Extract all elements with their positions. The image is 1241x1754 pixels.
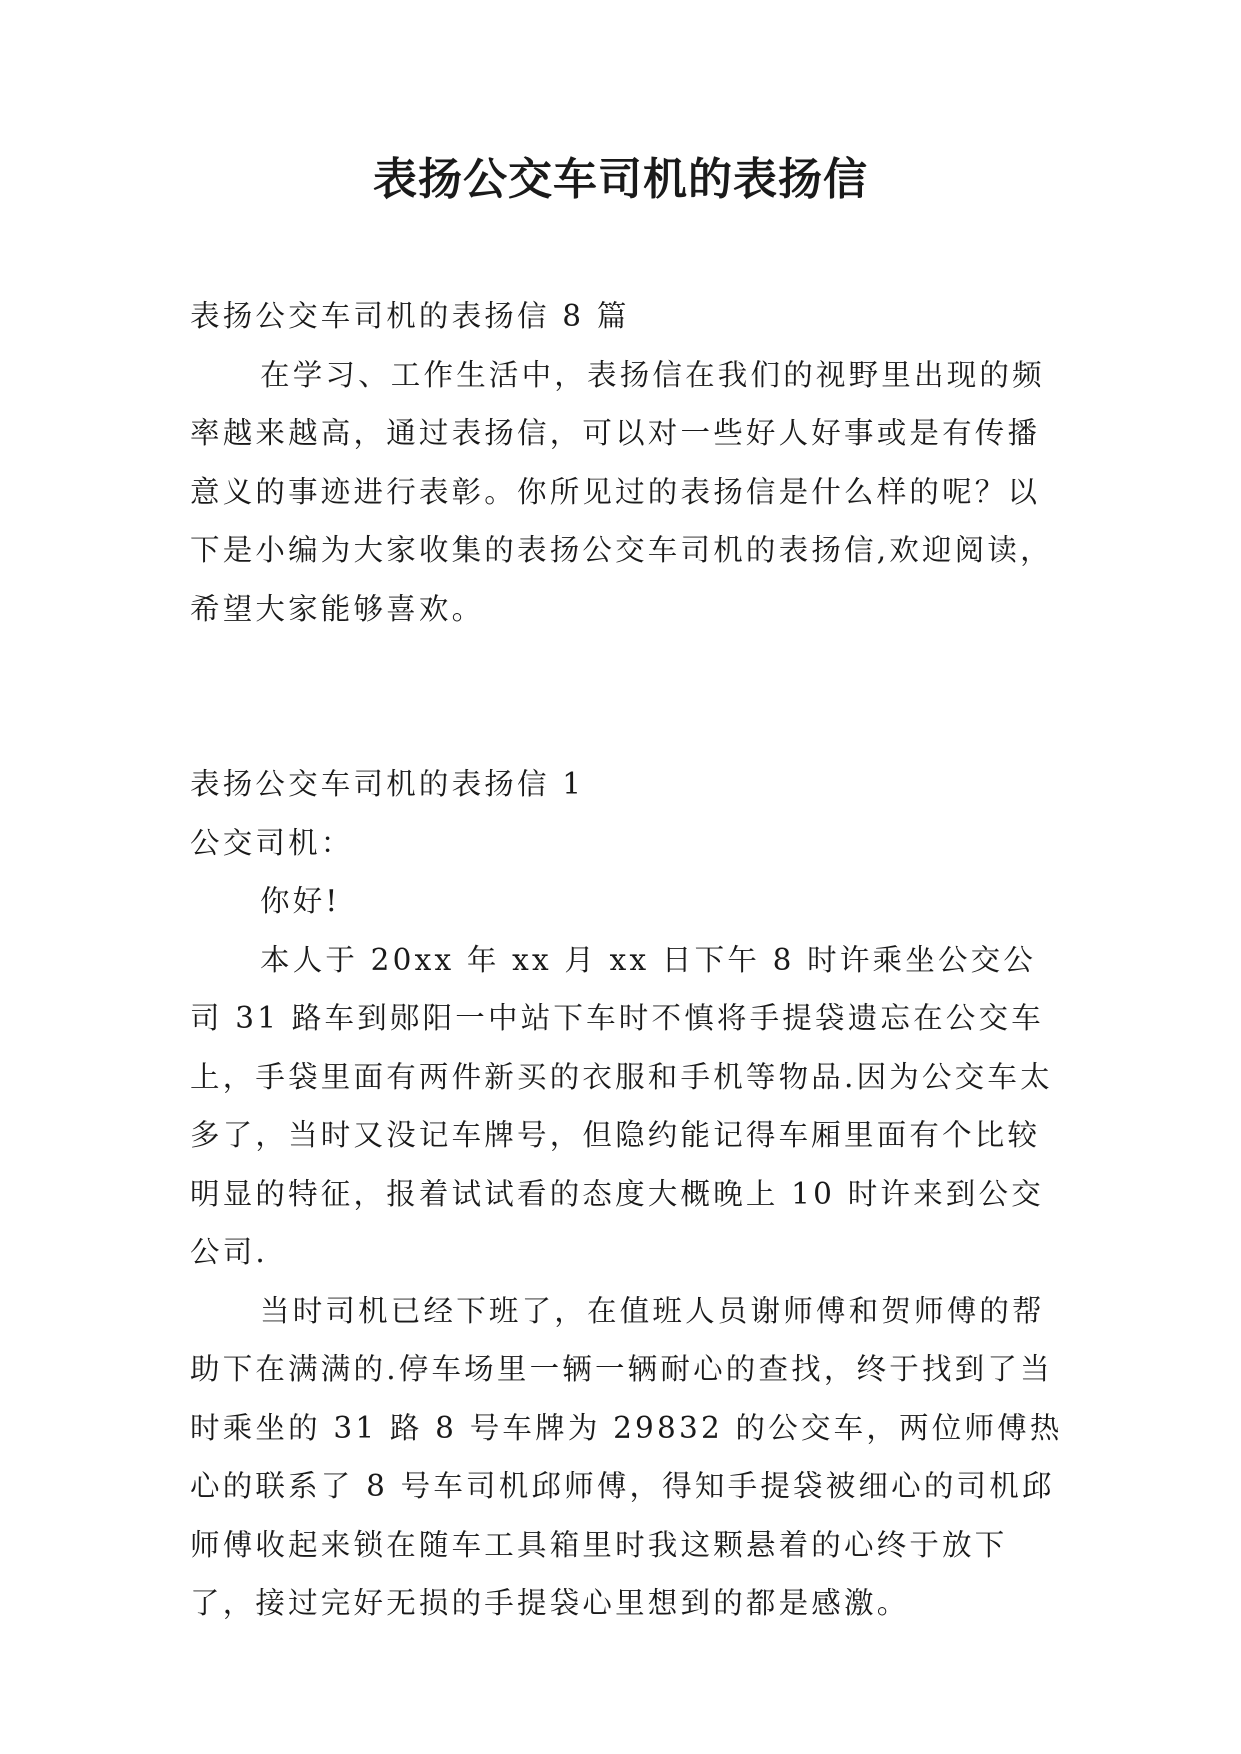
document-title: 表扬公交车司机的表扬信 bbox=[373, 154, 868, 205]
greeting: 你好! bbox=[260, 884, 341, 918]
document-body bbox=[190, 287, 1066, 1633]
letter-paragraph-1: 本人于 20xx 年 xx 月 xx 日下午 8 时许乘坐公交公司 31 路车到郧阳一中站下车时不慎将手提袋遗忘在公交车上，手袋里面有两件新买的衣服和手机等物品.因为公交车太多了，当时又没记车牌号，但隐约能记得车厢里面有个比较明显的特征，报着试试看的态度大概晚上 10 时许来到公交公司. bbox=[190, 942, 1053, 1269]
intro-paragraph: 在学习、工作生活中，表扬信在我们的视野里出现的频率越来越高，通过表扬信，可以对一些好人好事或是有传播意义的事迹进行表彰。你所见过的表扬信是什么样的呢？以下是小编为大家收集的表扬公交车司机的表扬信,欢迎阅读，希望大家能够喜欢。 bbox=[190, 357, 1053, 626]
salutation: 公交司机： bbox=[190, 825, 354, 860]
document-subtitle: 表扬公交车司机的表扬信 8 篇 bbox=[190, 299, 630, 333]
section-heading: 表扬公交车司机的表扬信 1 bbox=[190, 767, 585, 801]
letter-paragraph-2: 当时司机已经下班了，在值班人员谢师傅和贺师傅的帮助下在满满的.停车场里一辆一辆耐心的查找，终于找到了当时乘坐的 31 路 8 号车牌为 29832 的公交车，两位师傅热心的联系了 8 号车司机邱师傅，得知手提袋被细心的司机邱师傅收起来锁在随车工具箱里时我这颗悬着的心终于放下了，接过完好无损的手提袋心里想到的都是感激。 bbox=[190, 1293, 1063, 1620]
